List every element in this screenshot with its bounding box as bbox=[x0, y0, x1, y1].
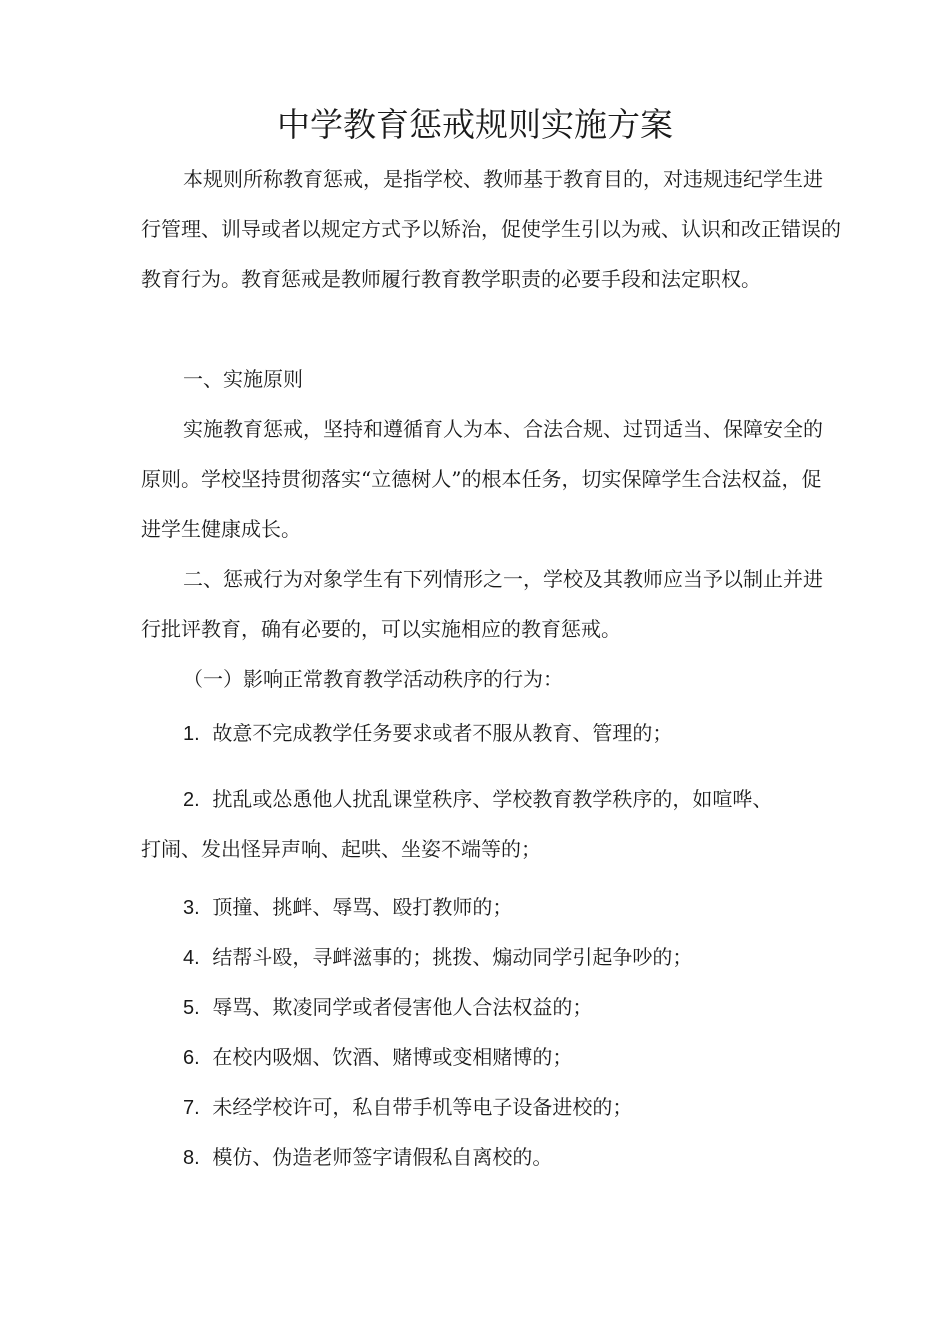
list-item-continuation: 打闹、发出怪异声响、起哄、坐姿不端等的； bbox=[141, 837, 541, 861]
list-item: 2. 扰乱或怂恿他人扰乱课堂秩序、学校教育教学秩序的，如喧哗、 bbox=[183, 787, 773, 811]
intro-block bbox=[141, 154, 841, 304]
list-item: 6. 在校内吸烟、饮酒、赌博或变相赌博的； bbox=[183, 1045, 573, 1069]
section1-heading: 一、实施原则 bbox=[183, 367, 303, 391]
section2-paragraph: 二、惩戒行为对象学生有下列情形之一，学校及其教师应当予以制止并进行批评教育，确有必要的，可以实施相应的教育惩戒。 bbox=[141, 567, 823, 641]
list-item: 8. 模仿、伪造老师签字请假私自离校的。 bbox=[183, 1145, 553, 1169]
section1-paragraph: 实施教育惩戒，坚持和遵循育人为本、合法合规、过罚适当、保障安全的原则。学校坚持贯彻落实“立德树人”的根本任务，切实保障学生合法权益，促进学生健康成长。 bbox=[141, 417, 823, 541]
list-item: 7. 未经学校许可，私自带手机等电子设备进校的； bbox=[183, 1095, 633, 1119]
subsection1-heading: （一）影响正常教育教学活动秩序的行为： bbox=[183, 667, 563, 691]
document-title: 中学教育惩戒规则实施方案 bbox=[277, 105, 673, 144]
list-item: 5. 辱骂、欺凌同学或者侵害他人合法权益的； bbox=[183, 995, 593, 1019]
list-item: 1. 故意不完成教学任务要求或者不服从教育、管理的； bbox=[183, 721, 673, 745]
intro-paragraph: 本规则所称教育惩戒，是指学校、教师基于教育目的，对违规违纪学生进行管理、训导或者以规定方式予以矫治，促使学生引以为戒、认识和改正错误的教育行为。教育惩戒是教师履行教育教学职责的必要手段和法定职权。 bbox=[141, 167, 841, 291]
list-item: 3. 顶撞、挑衅、辱骂、殴打教师的； bbox=[183, 895, 513, 919]
section1-block bbox=[141, 354, 841, 554]
list-item: 4. 结帮斗殴，寻衅滋事的；挑拨、煽动同学引起争吵的； bbox=[183, 945, 693, 969]
section2-block bbox=[141, 554, 841, 704]
